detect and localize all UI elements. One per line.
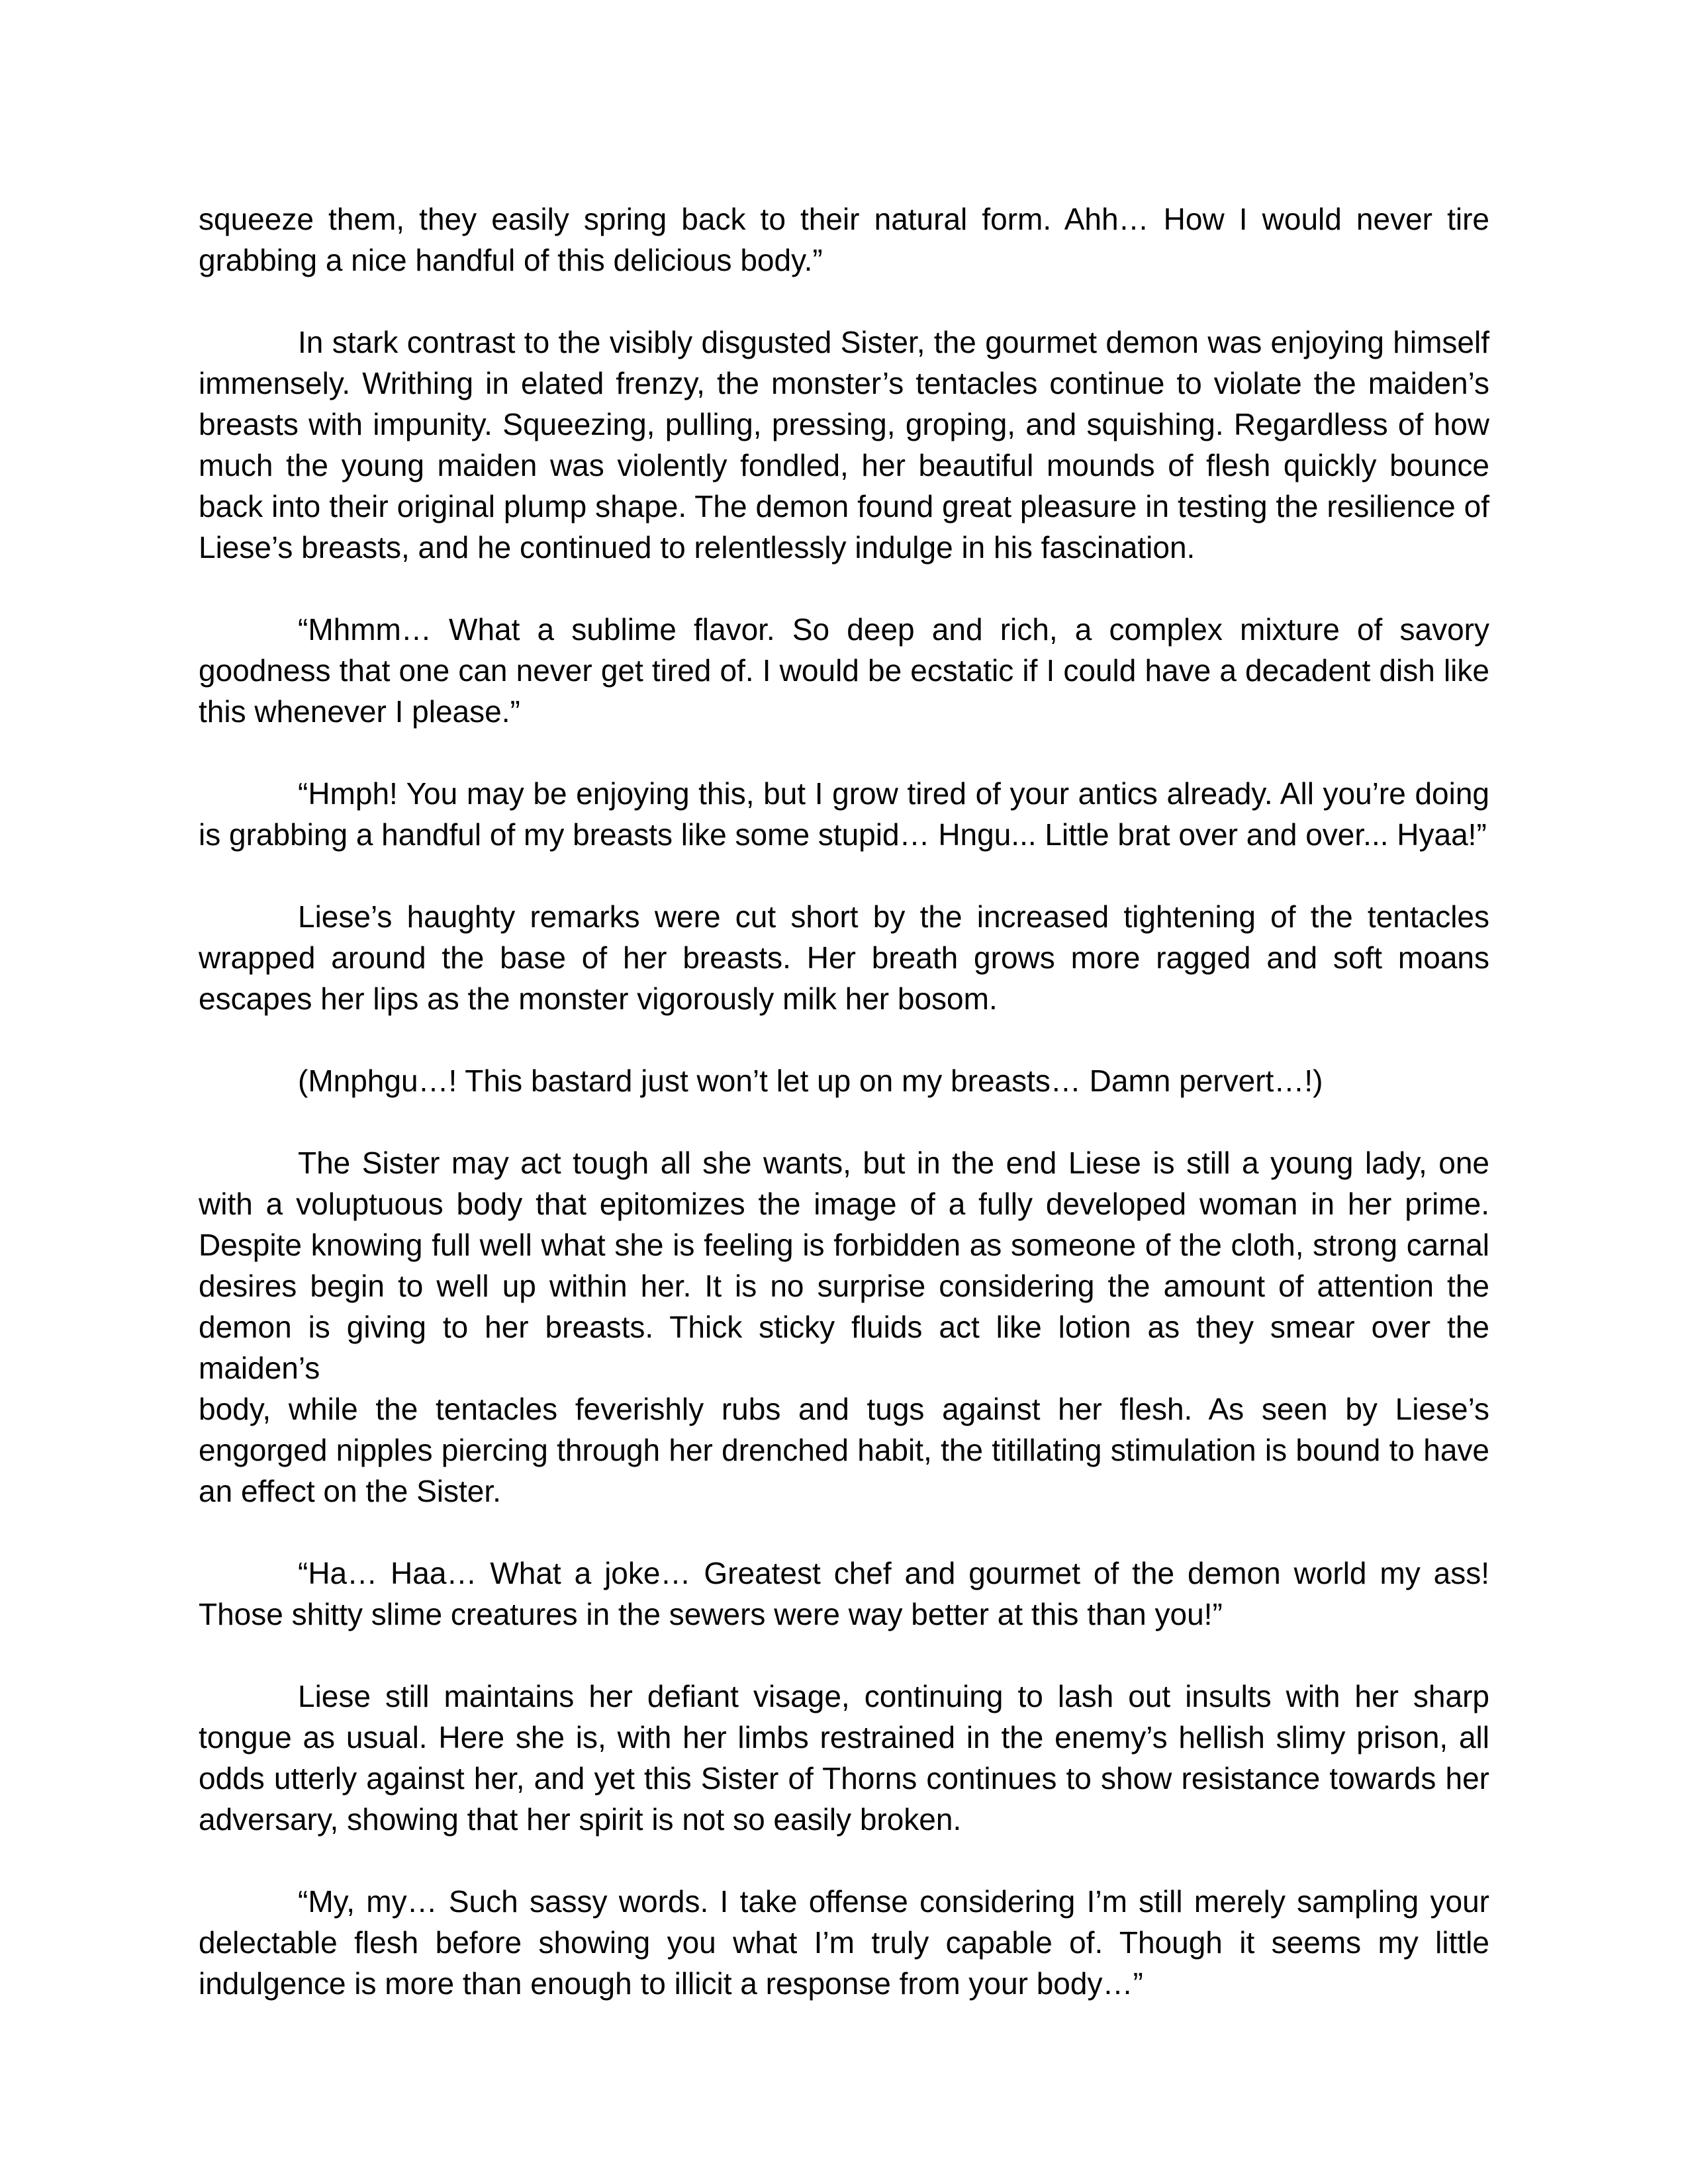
paragraph <box>199 1881 1489 2004</box>
text-line: escapes her lips as the monster vigorously milk her bosom. <box>199 981 998 1016</box>
text-line: much the young maiden was violently fondled, her beautiful mounds of flesh quickly bounce <box>199 448 1489 482</box>
text-line: “Mhmm… What a sublime flavor. So deep and rich, a complex mixture of savory <box>298 612 1489 647</box>
text-content <box>199 199 1489 2004</box>
text-line: demon is giving to her breasts. Thick sticky fluids act like lotion as they smear over the maiden’s <box>199 1310 1489 1385</box>
text-line: is grabbing a handful of my breasts like some stupid… Hngu... Little brat over and over... Hyaa!” <box>199 817 1487 852</box>
text-line: Despite knowing full well what she is feeling is forbidden as someone of the cloth, strong carnal <box>199 1228 1489 1262</box>
text-line: squeeze them, they easily spring back to their natural form. Ahh… How I would never tire <box>199 202 1489 236</box>
text-line: adversary, showing that her spirit is not so easily broken. <box>199 1802 962 1837</box>
text-line: The Sister may act tough all she wants, but in the end Liese is still a young lady, one <box>298 1146 1489 1180</box>
text-line: “Ha… Haa… What a joke… Greatest chef and gourmet of the demon world my ass! <box>298 1556 1489 1590</box>
paragraph <box>199 1676 1489 1840</box>
text-line: Liese’s haughty remarks were cut short by the increased tightening of the tentacles <box>298 899 1489 934</box>
text-line: “Hmph! You may be enjoying this, but I grow tired of your antics already. All you’re doing <box>298 776 1489 811</box>
paragraph <box>199 322 1489 568</box>
paragraph <box>199 199 1489 281</box>
text-line: Those shitty slime creatures in the sewers were way better at this than you!” <box>199 1597 1223 1631</box>
paragraph <box>199 1553 1489 1635</box>
text-line: tongue as usual. Here she is, with her limbs restrained in the enemy’s hellish slimy prison, all <box>199 1720 1489 1754</box>
paragraph <box>199 1060 1489 1101</box>
text-line: an effect on the Sister. <box>199 1474 501 1508</box>
text-line: indulgence is more than enough to illicit a response from your body…” <box>199 1966 1143 2001</box>
text-line: breasts with impunity. Squeezing, pulling, pressing, groping, and squishing. Regardless of how <box>199 407 1489 441</box>
text-line: In stark contrast to the visibly disgusted Sister, the gourmet demon was enjoying himself <box>298 325 1489 359</box>
text-line: with a voluptuous body that epitomizes the image of a fully developed woman in her prime. <box>199 1187 1489 1221</box>
text-line: delectable flesh before showing you what I’m truly capable of. Though it seems my little <box>199 1925 1489 1960</box>
paragraph <box>199 896 1489 1019</box>
text-line: back into their original plump shape. The demon found great pleasure in testing the resilience of <box>199 489 1489 523</box>
paragraph <box>199 609 1489 732</box>
text-line: this whenever I please.” <box>199 694 520 729</box>
paragraph <box>199 1142 1489 1512</box>
paragraph <box>199 773 1489 855</box>
text-line: body, while the tentacles feverishly rubs and tugs against her flesh. As seen by Liese’s <box>199 1392 1489 1426</box>
text-line: “My, my… Such sassy words. I take offense considering I’m still merely sampling your <box>298 1884 1489 1919</box>
text-line: wrapped around the base of her breasts. Her breath grows more ragged and soft moans <box>199 940 1489 975</box>
text-line: immensely. Writhing in elated frenzy, the monster’s tentacles continue to violate the maiden’s <box>199 366 1489 400</box>
text-line: Liese’s breasts, and he continued to relentlessly indulge in his fascination. <box>199 530 1196 565</box>
text-line: engorged nipples piercing through her drenched habit, the titillating stimulation is bound to have <box>199 1433 1489 1467</box>
text-line: desires begin to well up within her. It is no surprise considering the amount of attention the <box>199 1269 1489 1303</box>
text-line: grabbing a nice handful of this delicious body.” <box>199 243 823 277</box>
text-line: odds utterly against her, and yet this Sister of Thorns continues to show resistance towards her <box>199 1761 1489 1796</box>
text-line: goodness that one can never get tired of. I would be ecstatic if I could have a decadent dish like <box>199 653 1489 688</box>
text-line: (Mnphgu…! This bastard just won’t let up on my breasts… Damn pervert…!) <box>298 1064 1323 1098</box>
text-line: Liese still maintains her defiant visage, continuing to lash out insults with her sharp <box>298 1679 1489 1713</box>
